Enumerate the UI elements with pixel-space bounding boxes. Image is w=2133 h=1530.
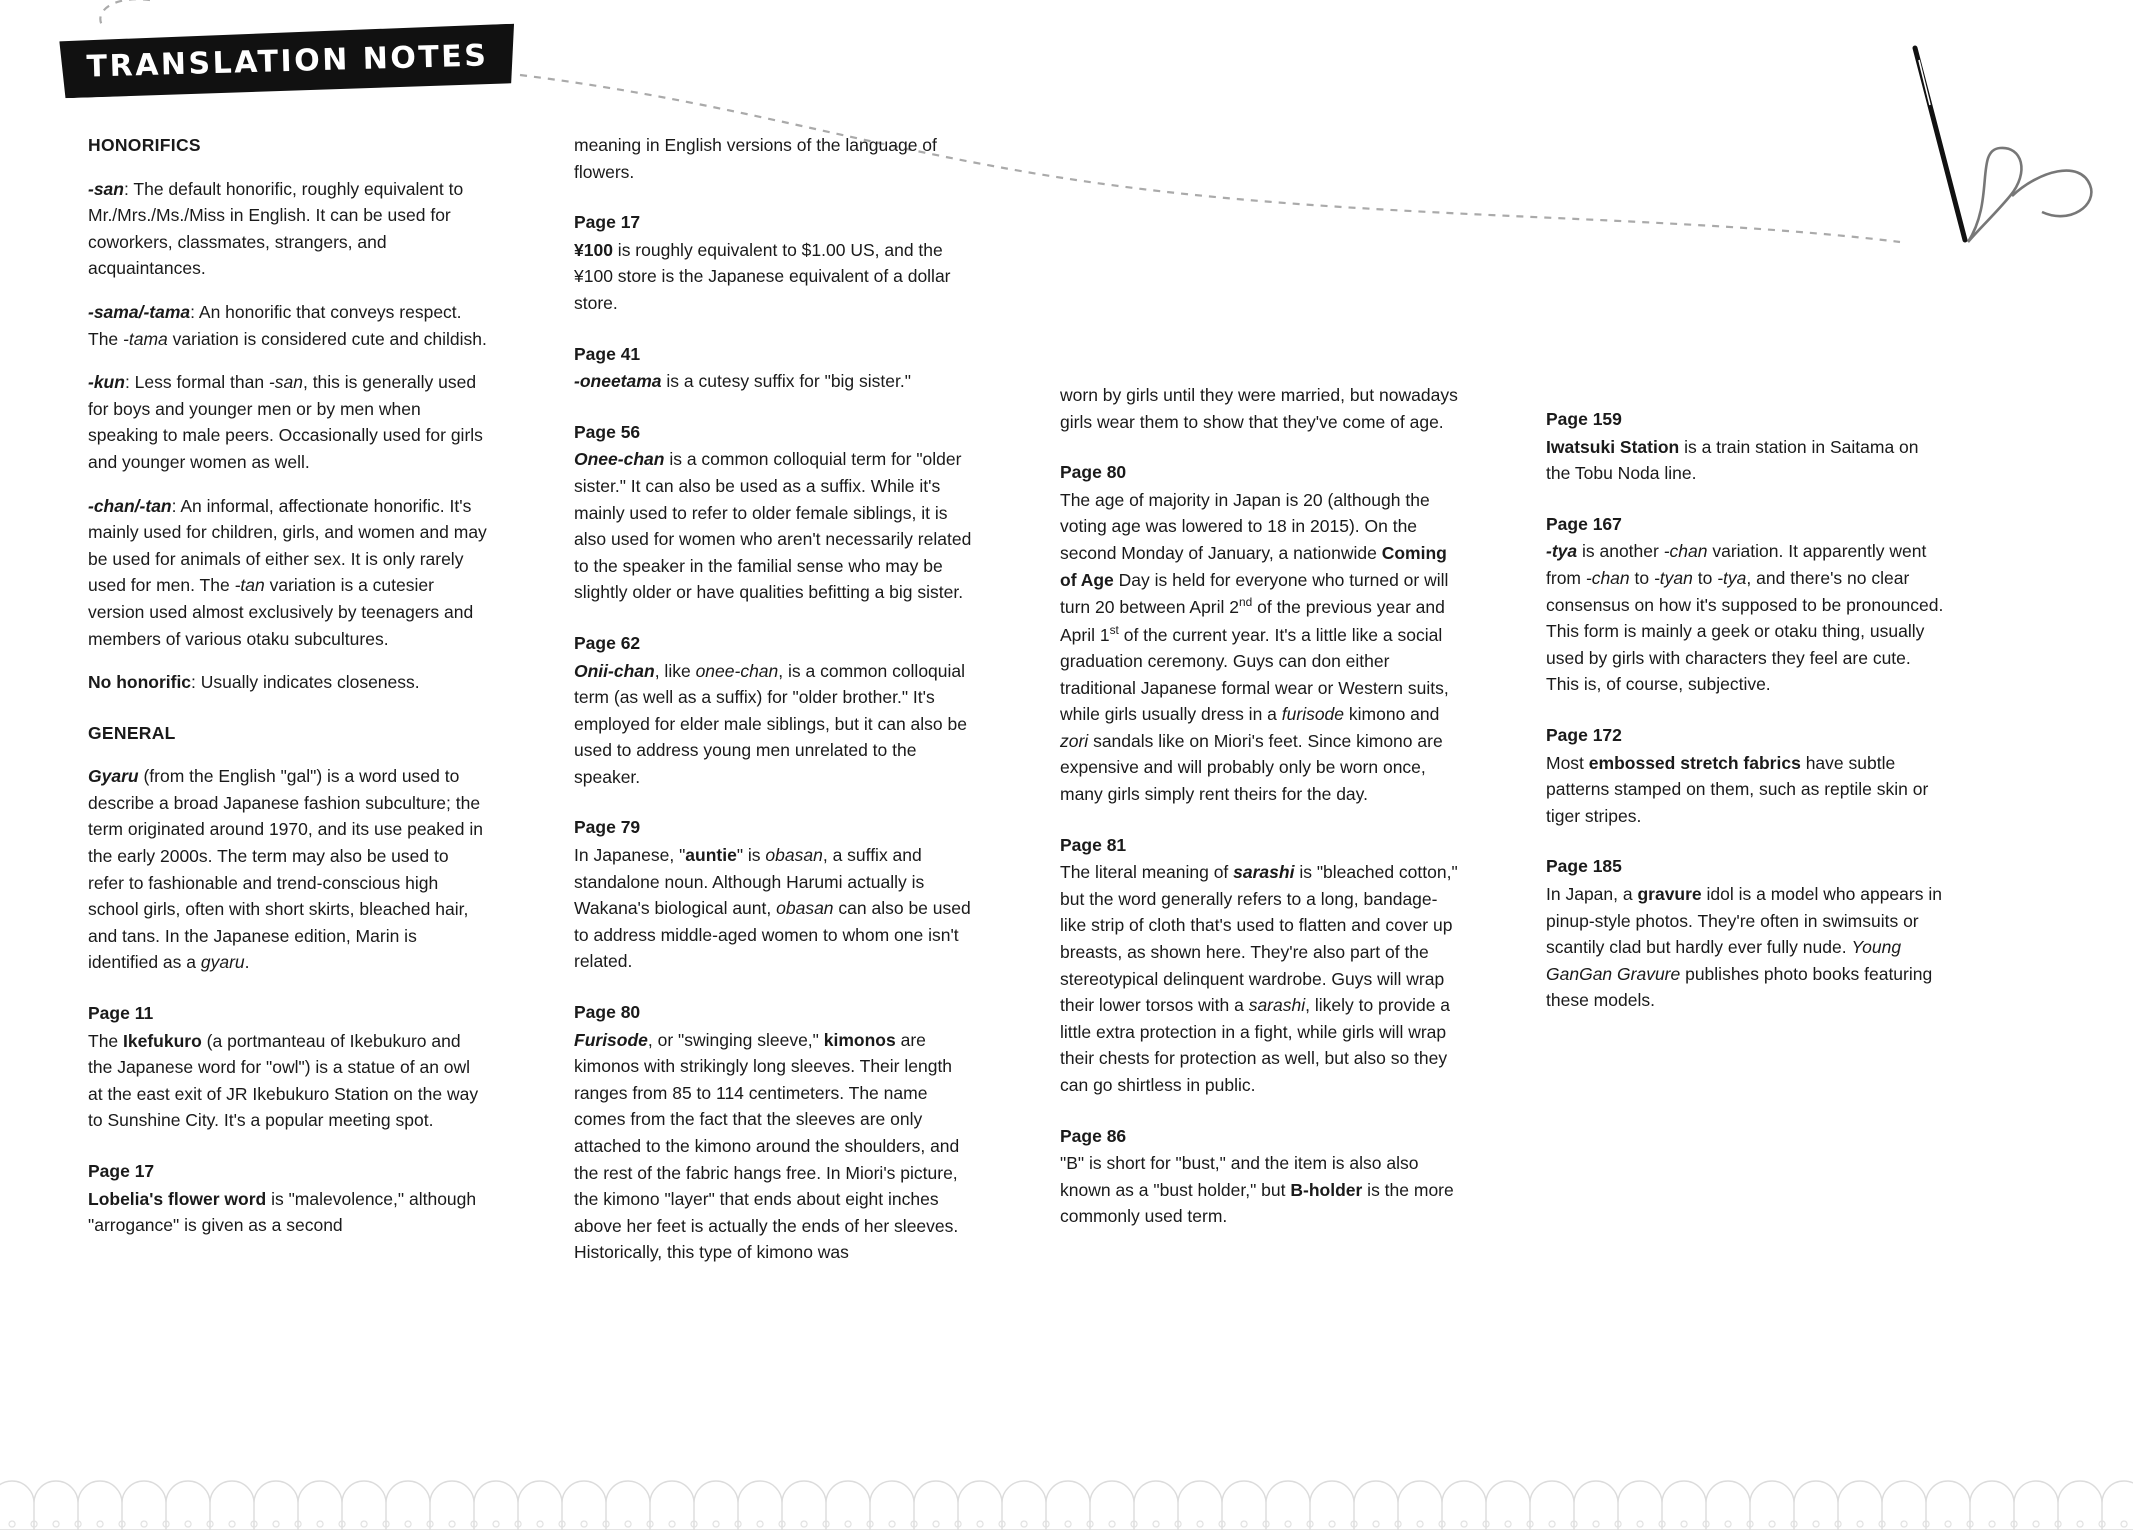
page-note-label: Page 11 bbox=[88, 1003, 154, 1024]
note-entry-body: -kun: Less formal than -san, this is generally used for boys and younger men or by men when speaking to male peers. Occasionally used for girls and younger women as well. bbox=[88, 372, 483, 472]
page-note bbox=[1546, 406, 1946, 487]
page-note bbox=[574, 630, 974, 791]
page-note-body: The age of majority in Japan is 20 (although the voting age was lowered to 18 in 2015). On the second Monday of January, a nationwide Coming of Age Day is held for everyone who turned or will turn 20 between April 2nd of the previous year and April 1st of the current year. It's a little like a social graduation ceremony. Guys can don either traditional Japanese formal wear or Western suits, while girls usually dress in a furisode kimono and zori sandals like on Miori's feet. Since kimono are expensive and will probably only be worn once, many girls simply rent theirs for the day. bbox=[1060, 489, 1449, 804]
note-entry-body: No honorific: Usually indicates closeness. bbox=[88, 672, 420, 693]
page-note bbox=[1546, 853, 1946, 1014]
section-heading-label: HONORIFICS bbox=[88, 135, 201, 155]
note-entry bbox=[88, 369, 488, 475]
column-3 bbox=[1060, 132, 1460, 1432]
page-note-label: Page 80 bbox=[1060, 462, 1127, 483]
translation-notes-banner bbox=[60, 18, 530, 108]
lace-border-icon bbox=[0, 1425, 2133, 1530]
column-1 bbox=[88, 132, 488, 1432]
section-heading-label: GENERAL bbox=[88, 722, 176, 743]
note-entry-body: -chan/-tan: An informal, affectionate honorific. It's mainly used for children, girls, and women and may be used for animals of either sex. It is only rarely used for men. The -tan variation is a cutesier version used almost exclusively by teenagers and members of various otaku subcultures. bbox=[88, 495, 487, 649]
page-note-body: Iwatsuki Station is a train station in Saitama on the Tobu Noda line. bbox=[1546, 436, 1919, 484]
page-note-label: Page 86 bbox=[1060, 1125, 1127, 1146]
page-note-body: The literal meaning of sarashi is "bleached cotton," but the word generally refers to a long, bandage-like strip of cloth that's used to flatten and cover up breasts, as shown here. They're also part of the stereotypical delinquent wardrobe. Guys will wrap their lower torsos with a sarashi, likely to provide a little extra protection in a fight, while girls will wrap their chests for protection as well, but also so they can go shirtless in public. bbox=[1060, 862, 1458, 1095]
note-entry bbox=[88, 176, 488, 282]
notes-columns bbox=[88, 132, 2078, 1432]
page-note bbox=[574, 419, 974, 606]
page-note-body: The Ikefukuro (a portmanteau of Ikebukuro and the Japanese word for "owl") is a statue of an owl at the east exit of JR Ikebukuro Station on the way to Sunshine City. It's a popular meeting spot. bbox=[88, 1030, 479, 1131]
page-note-body: -oneetama is a cutesy suffix for "big sister." bbox=[574, 371, 911, 392]
note-entry bbox=[574, 132, 974, 185]
page-note-label: Page 167 bbox=[1546, 513, 1622, 534]
page-note-body: In Japanese, "auntie" is obasan, a suffix and standalone noun. Although Harumi actually is Wakana's biological aunt, obasan can also be used to address middle-aged women to whom one isn't related. bbox=[574, 845, 971, 972]
section-heading bbox=[88, 132, 488, 159]
page-note bbox=[1060, 832, 1460, 1099]
column-4 bbox=[1546, 132, 1946, 1432]
note-entry-body: -sama/-tama: An honorific that conveys respect. The -tama variation is considered cute and childish. bbox=[88, 301, 487, 349]
page-note-label: Page 62 bbox=[574, 632, 641, 653]
page-note-label: Page 80 bbox=[574, 1002, 641, 1023]
page-note bbox=[1060, 1123, 1460, 1230]
page-note bbox=[574, 814, 974, 975]
section-heading bbox=[88, 720, 488, 747]
column-2 bbox=[574, 132, 974, 1432]
note-entry-body: worn by girls until they were married, but nowadays girls wear them to show that they've come of age. bbox=[1060, 385, 1458, 432]
page-note-label: Page 17 bbox=[88, 1161, 155, 1181]
page-note-label: Page 17 bbox=[574, 212, 641, 233]
note-entry bbox=[88, 493, 488, 653]
page-note-label: Page 185 bbox=[1546, 856, 1622, 877]
page-note bbox=[574, 341, 974, 395]
note-entry bbox=[88, 763, 488, 976]
page-note-body: Onii-chan, like onee-chan, is a common colloquial term (as well as a suffix) for "older brother." It's employed for elder male siblings, but it can also be used to address young men unrelated to the speaker. bbox=[574, 660, 967, 787]
page-note bbox=[574, 209, 974, 316]
note-entry bbox=[88, 299, 488, 352]
page-note bbox=[574, 999, 974, 1266]
page-note bbox=[1060, 459, 1460, 807]
page-note-body: -tya is another -chan variation. It apparently went from -chan to -tyan to -tya, and there's no clear consensus on how it's supposed to be pronounced. This form is mainly a geek or otaku thing, usually used by girls with characters they feel are cute. This is, of course, subjective. bbox=[1546, 541, 1944, 695]
page-note-label: Page 41 bbox=[574, 343, 641, 364]
page-note-label: Page 56 bbox=[574, 421, 641, 442]
note-entry bbox=[1060, 382, 1460, 435]
note-entry bbox=[88, 669, 488, 696]
page-note bbox=[1546, 722, 1946, 829]
page-note-label: Page 79 bbox=[574, 817, 641, 838]
page-note bbox=[88, 1000, 488, 1134]
page-note-body: Furisode, or "swinging sleeve," kimonos are kimonos with strikingly long sleeves. Their length ranges from 85 to 114 centimeters. The name comes from the fact that the sleeves are only attached to the kimono around the shoulders, and the rest of the fabric hangs free. In Miori's picture, the kimono "layer" that ends about eight inches above her feet is actually the ends of her sleeves. Historically, this type of kimono was bbox=[574, 1029, 960, 1263]
page-note-body: "B" is short for "bust," and the item is also also known as a "bust holder," but B-holder is the more commonly used term. bbox=[1060, 1153, 1454, 1227]
page-note-label: Page 172 bbox=[1546, 724, 1622, 745]
page-note-body: Onee-chan is a common colloquial term for "older sister." It can also be used as a suffix. While it's mainly used to refer to older female siblings, it is also used for women who aren't necessarily related to the speaker in the familial sense who may be slightly older or have qualities befitting a big sister. bbox=[574, 449, 972, 603]
page-note-body: ¥100 is roughly equivalent to $1.00 US, and the ¥100 store is the Japanese equivalent of a dollar store. bbox=[574, 239, 951, 313]
page-note-body: In Japan, a gravure idol is a model who appears in pinup-style photos. They're often in swimsuits or scantily clad but hardly ever fully nude. Young GanGan Gravure publishes photo books featuring these models. bbox=[1546, 883, 1942, 1011]
note-entry-body: -san: The default honorific, roughly equivalent to Mr./Mrs./Ms./Miss in English. It can be used for coworkers, classmates, strangers, and acquaintances. bbox=[88, 178, 464, 279]
page-note bbox=[1546, 511, 1946, 698]
banner-title: TRANSLATION NOTES bbox=[86, 37, 489, 85]
page-note-body: Lobelia's flower word is "malevolence," although "arrogance" is given as a second bbox=[88, 1188, 477, 1236]
page-note-label: Page 81 bbox=[1060, 834, 1127, 855]
page-note-label: Page 159 bbox=[1546, 409, 1622, 429]
page-note bbox=[88, 1158, 488, 1239]
note-entry-body: meaning in English versions of the language of flowers. bbox=[574, 135, 937, 182]
page-note-body: Most embossed stretch fabrics have subtle patterns stamped on them, such as reptile skin or tiger stripes. bbox=[1546, 752, 1929, 826]
note-entry-body: Gyaru (from the English "gal") is a word used to describe a broad Japanese fashion subculture; the term originated around 1970, and its use peaked in the early 2000s. The term may also be used to refer to fashionable and trend-conscious high school girls, often with short skirts, bleached hair, and tans. In the Japanese edition, Marin is identified as a gyaru. bbox=[88, 766, 483, 973]
